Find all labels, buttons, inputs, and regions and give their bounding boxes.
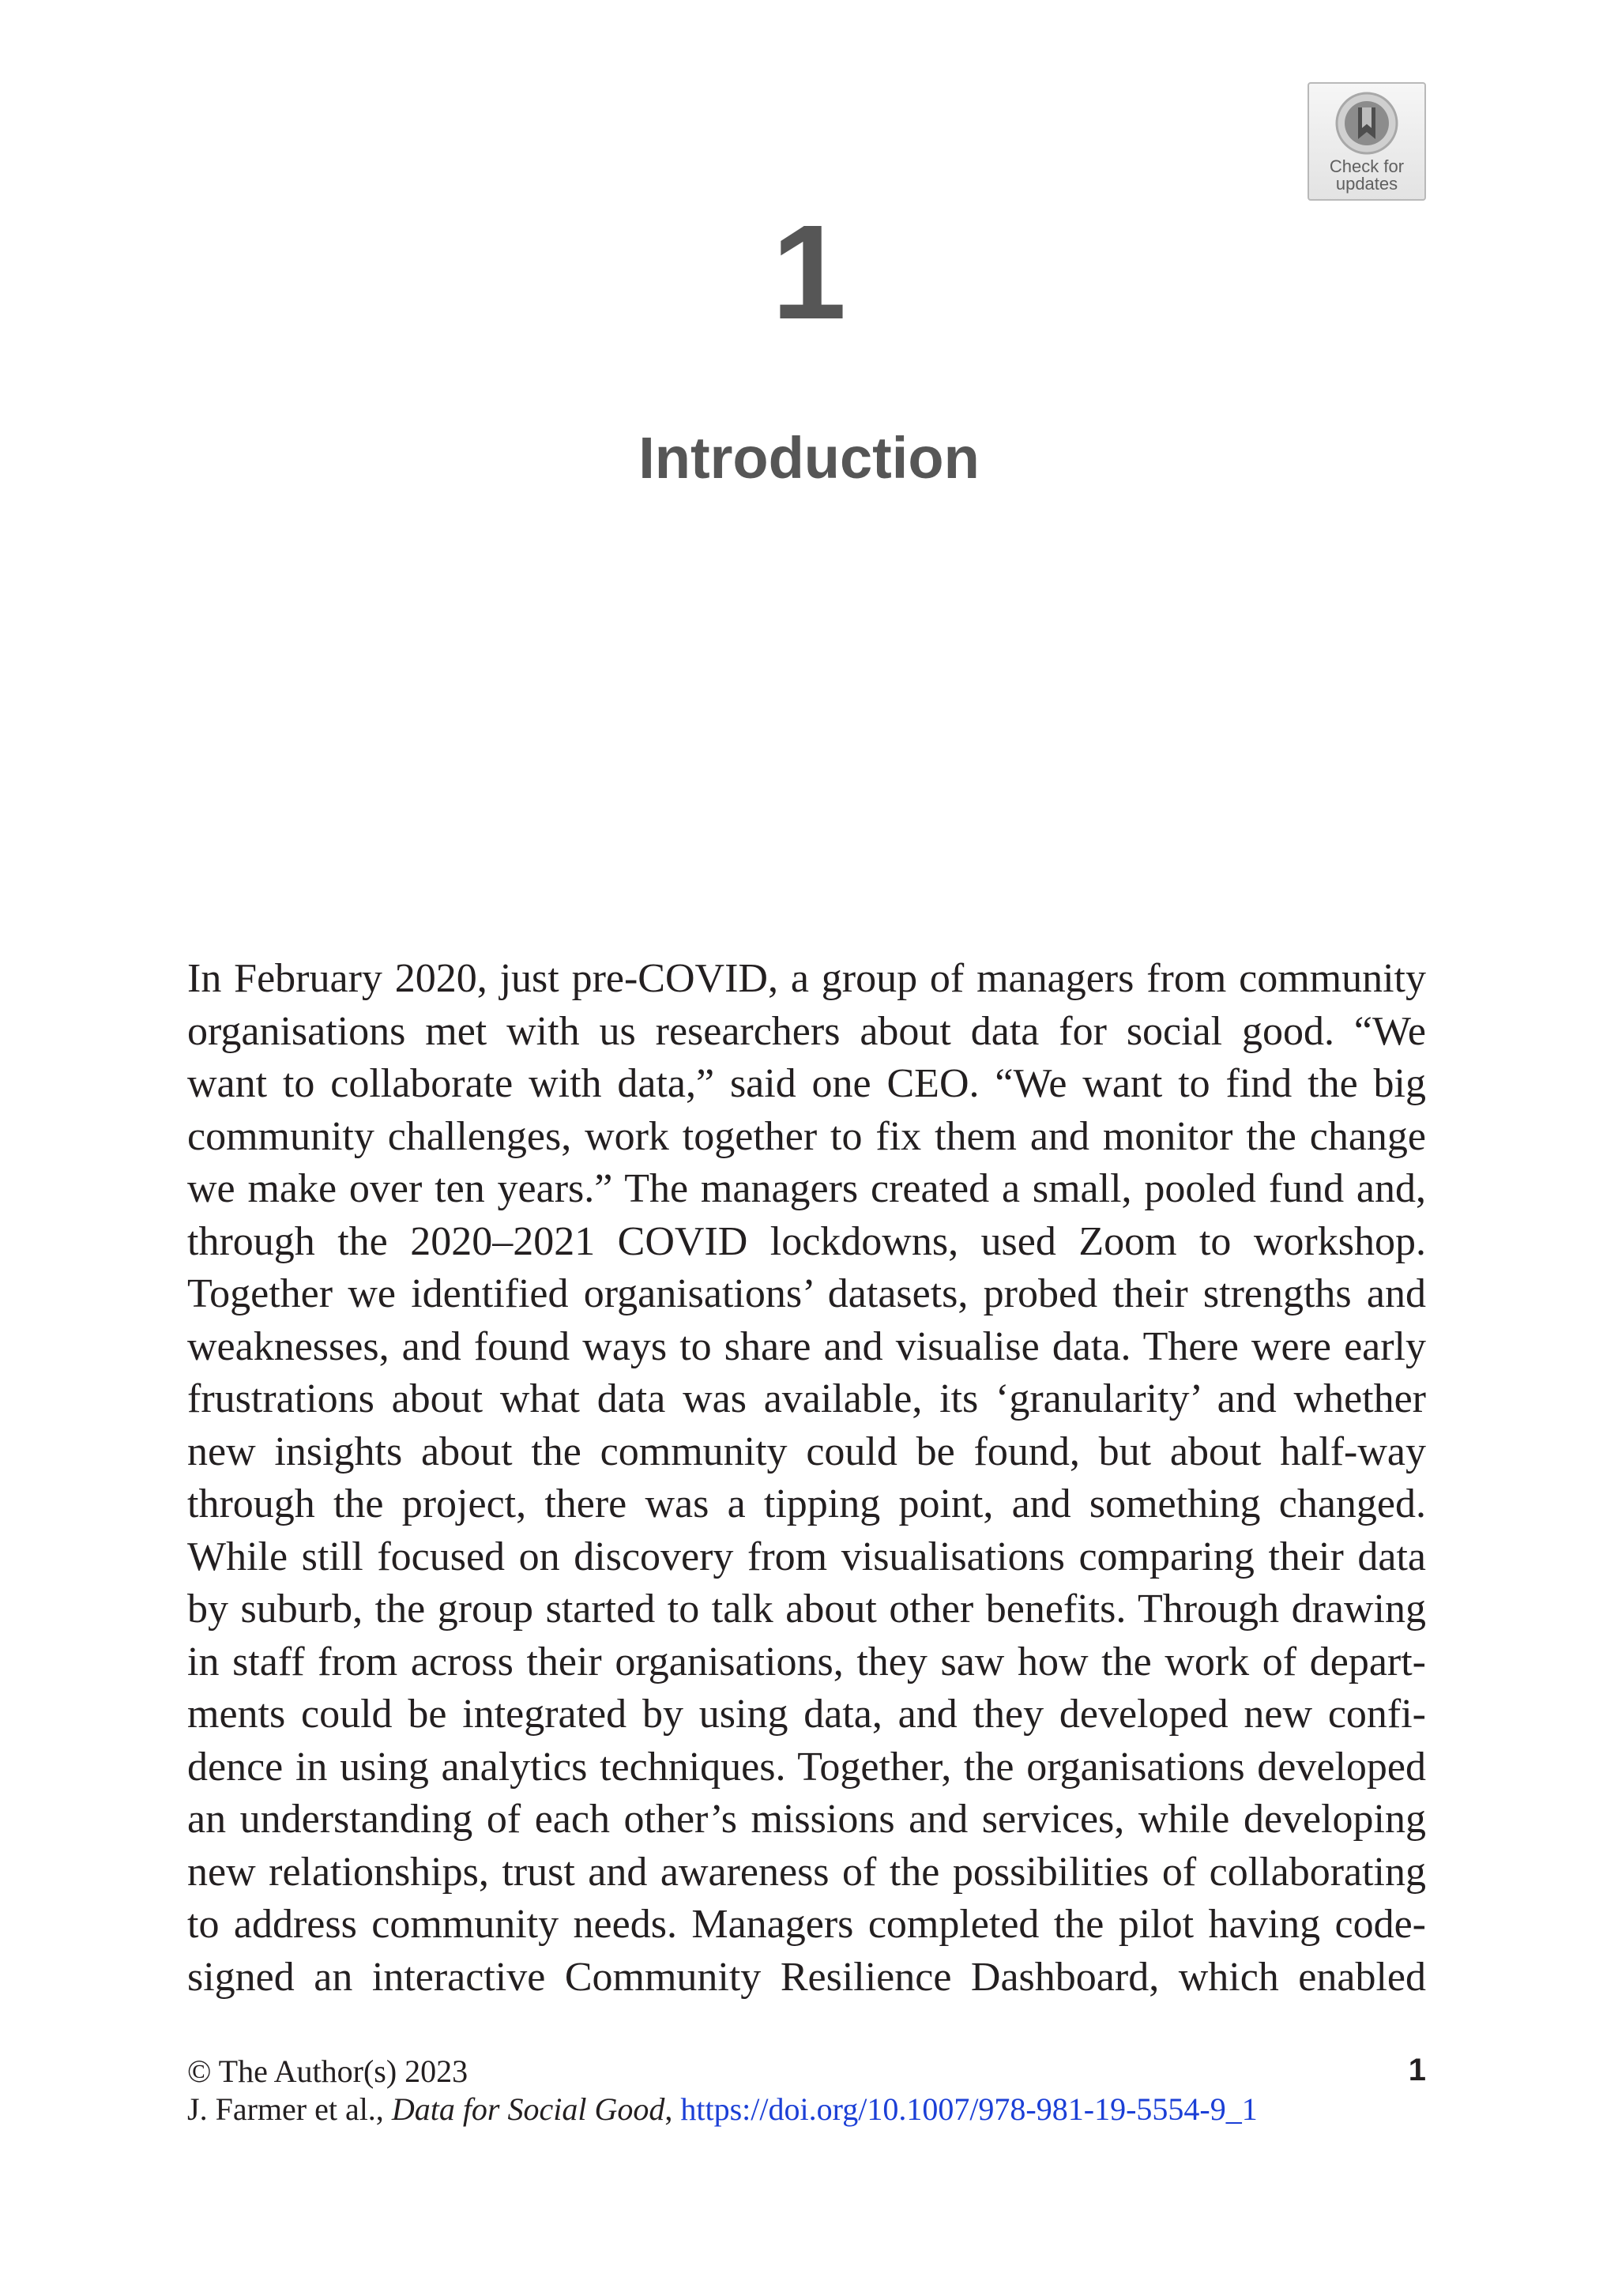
footer-citation: [187, 2053, 1258, 2129]
body-line: dence in using analytics techniques. Together, the organisations developed: [187, 1744, 1426, 1790]
body-line: While still focused on discovery from visualisations comparing their data: [187, 1534, 1426, 1579]
crossmark-label-line1: Check for: [1329, 156, 1405, 176]
body-line: through the project, there was a tipping point, and something changed.: [187, 1481, 1426, 1526]
body-line: want to collaborate with data,” said one CEO. “We want to find the big: [187, 1061, 1426, 1106]
body-paragraph: [187, 953, 1426, 2004]
citation-authors: J. Farmer et al.,: [187, 2091, 392, 2127]
citation-separator: ,: [664, 2091, 681, 2127]
page-number: 1: [1408, 2053, 1426, 2087]
crossmark-label-line2: updates: [1335, 174, 1398, 194]
doi-link[interactable]: https://doi.org/10.1007/978-981-19-5554-9_1: [680, 2091, 1258, 2127]
body-line: new relationships, trust and awareness of the possibilities of collaborating: [187, 1849, 1426, 1895]
body-line: to address community needs. Managers completed the pilot having code-: [187, 1902, 1426, 1947]
body-line: weaknesses, and found ways to share and visualise data. There were early: [187, 1323, 1426, 1369]
citation-line: [187, 2091, 1258, 2129]
body-line: ments could be integrated by using data, and they developed new confi-: [187, 1692, 1426, 1737]
chapter-number: 1: [771, 198, 847, 348]
body-line: by suburb, the group started to talk about other benefits. Through drawing: [187, 1586, 1426, 1632]
body-line: Together we identified organisations’ datasets, probed their strengths and: [187, 1271, 1426, 1316]
body-line: an understanding of each other’s missions and services, while developing: [187, 1797, 1426, 1842]
body-line: new insights about the community could be found, but about half-way: [187, 1428, 1426, 1474]
body-line: through the 2020–2021 COVID lockdowns, used Zoom to workshop.: [187, 1218, 1426, 1264]
bookmark-icon: [1334, 90, 1400, 156]
body-line: organisations met with us researchers about data for social good. “We: [187, 1008, 1426, 1054]
body-line: we make over ten years.” The managers created a small, pooled fund and,: [187, 1166, 1426, 1211]
body-line: signed an interactive Community Resilience Dashboard, which enabled: [187, 1954, 1426, 2000]
body-line: In February 2020, just pre-COVID, a group of managers from community: [187, 956, 1426, 1001]
check-for-updates-badge[interactable]: [1308, 82, 1426, 201]
chapter-title: Introduction: [638, 425, 980, 491]
book-title: Data for Social Good: [391, 2091, 665, 2127]
body-line: in staff from across their organisations, they saw how the work of depart-: [187, 1639, 1426, 1684]
body-line: community challenges, work together to fix them and monitor the change: [187, 1113, 1426, 1159]
body-line: frustrations about what data was available, its ‘granularity’ and whether: [187, 1376, 1426, 1421]
copyright-line: © The Author(s) 2023: [187, 2053, 468, 2089]
